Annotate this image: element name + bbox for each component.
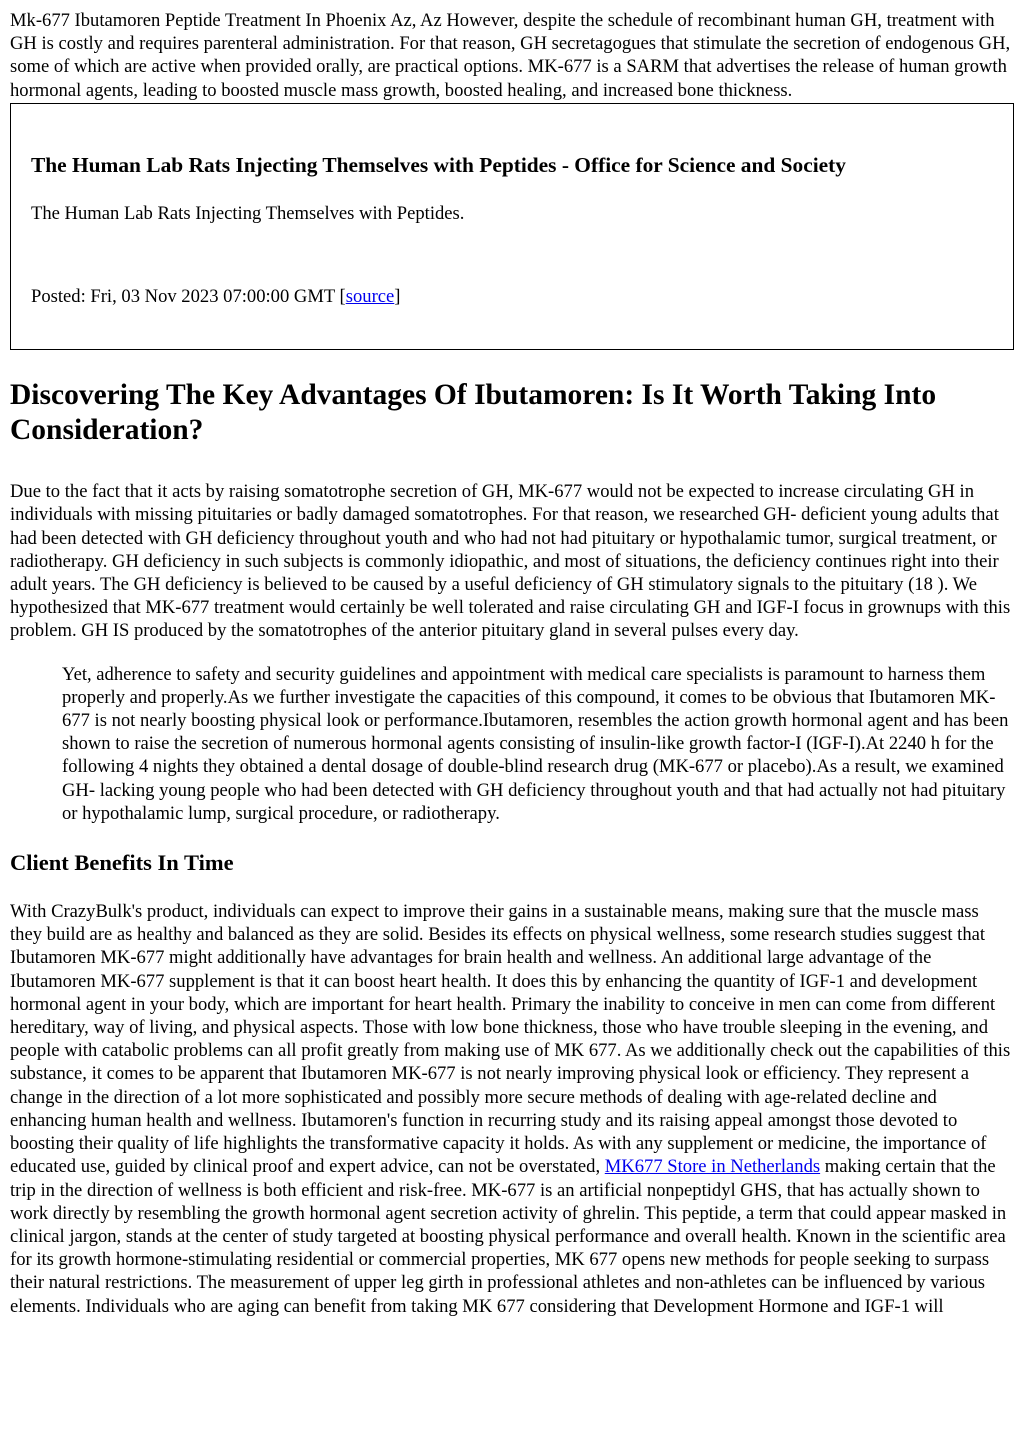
section2-heading: Client Benefits In Time [10,850,234,876]
section1-heading: Discovering The Key Advantages Of Ibutamoren: Is It Worth Taking Into Consideration? [10,379,937,447]
news-summary: The Human Lab Rats Injecting Themselves with Peptides. [31,202,465,224]
store-link[interactable]: MK677 Store in Netherlands [604,1156,821,1178]
news-posted-suffix: ] [394,286,401,308]
section2-text-before-link: With CrazyBulk's product, individuals can expect to improve their gains in a sustainable means, making sure that the muscle mass they build are as healthy and balanced as they are solid. Besides its effects on physical wellness, some research studies suggest that Ibutamoren MK-677 might additionally have advantages for brain health and wellness. An additional large advantage of the Ibutamoren MK-677 supplement is that it can boost heart health. It does this by enhancing the quantity of IGF-1 and development hormonal agent in your body, which are important for heart health. Primary the inability to conceive in men can come from different hereditary, way of living, and physical aspects. Those with low bone thickness, those who have trouble sleeping in the evening, and people with catabolic problems can all profit greatly from making use of MK 677. As we additionally check out the capabilities of this substance, it comes to be apparent that Ibutamoren MK-677 is not nearly improving physical look or efficiency. They represent a change in the direction of a lot more sophisticated and possibly more secure methods of dealing with age-related decline and enhancing human health and wellness. Ibutamoren's function in recurring study and its raising appeal amongst those devoted to boosting their quality of life highlights the transformative capacity it holds. As with any supplement or medicine, the importance of educated use, guided by clinical proof and expert advice, can not be overstated, [10,901,1011,1178]
intro-paragraph: Mk-677 Ibutamoren Peptide Treatment In Phoenix Az, Az However, despite the schedule of recombinant human GH, treatment with GH is costly and requires parenteral administration. For that reason, GH secretagogues that stimulate the secretion of endogenous GH, some of which are active when provided orally, are practical options. MK-677 is a SARM that advertises the release of human growth hormonal agents, leading to boosted muscle mass growth, boosted healing, and increased bone thickness. [10,10,1011,101]
news-title: The Human Lab Rats Injecting Themselves with Peptides - Office for Science and Society [31,152,846,177]
section1-blockquote: Yet, adherence to safety and security guidelines and appointment with medical care specialists is paramount to harness them properly and properly.As we further investigate the capacities of this compound, it comes to be obvious that Ibutamoren MK-677 is not nearly boosting physical look or performance.Ibutamoren, resembles the action growth hormonal agent and has been shown to raise the secretion of numerous hormonal agents consisting of insulin-like growth factor-I (IGF-I).At 2240 h for the following 4 nights they obtained a dental dosage of double-blind research drug (MK-677 or placebo).As a result, we examined GH- lacking young people who had been detected with GH deficiency throughout youth and that had actually not had pituitary or hypothalamic lump, surgical procedure, or radiotherapy. [62,663,1009,824]
section2-paragraph [10,900,1014,1318]
news-posted-date: Posted: Fri, 03 Nov 2023 07:00:00 GMT [ [31,286,346,308]
news-source-link[interactable]: source [345,286,395,308]
news-card [10,103,1014,350]
section1-paragraph: Due to the fact that it acts by raising somatotrophe secretion of GH, MK-677 would not be expected to increase circulating GH in individuals with missing pituitaries or badly damaged somatotrophes. For that reason, we researched GH- deficient young adults that had been detected with GH deficiency throughout youth and who had not had pituitary or hypothalamic tumor, surgical treatment, or radiotherapy. GH deficiency in such subjects is commonly idiopathic, and most of situations, the deficiency continues right into their adult years. The GH deficiency is believed to be caused by a useful deficiency of GH stimulatory signals to the pituitary (18 ). We hypothesized that MK-677 treatment would certainly be well tolerated and raise circulating GH and IGF-I focus in grownups with this problem. GH IS produced by the somatotrophes of the anterior pituitary gland in several pulses every day. [10,481,1011,642]
section2-text-after-link: making certain that the trip in the direction of wellness is both efficient and risk-free. MK-677 is an artificial nonpeptidyl GHS, that has actually shown to work directly by resembling the growth hormonal agent secretion activity of ghrelin. This peptide, a term that could appear masked in clinical jargon, stands at the center of study targeted at boosting physical performance and overall health. Known in the scientific area for its growth hormone-stimulating residential or commercial properties, MK 677 opens new methods for people seeking to surpass their natural restrictions. The measurement of upper leg girth in professional athletes and non-athletes can be influenced by various elements. Individuals who are aging can benefit from taking MK 677 considering that Development Hormone and IGF-1 will [10,1156,1007,1317]
news-posted-line [31,285,993,308]
